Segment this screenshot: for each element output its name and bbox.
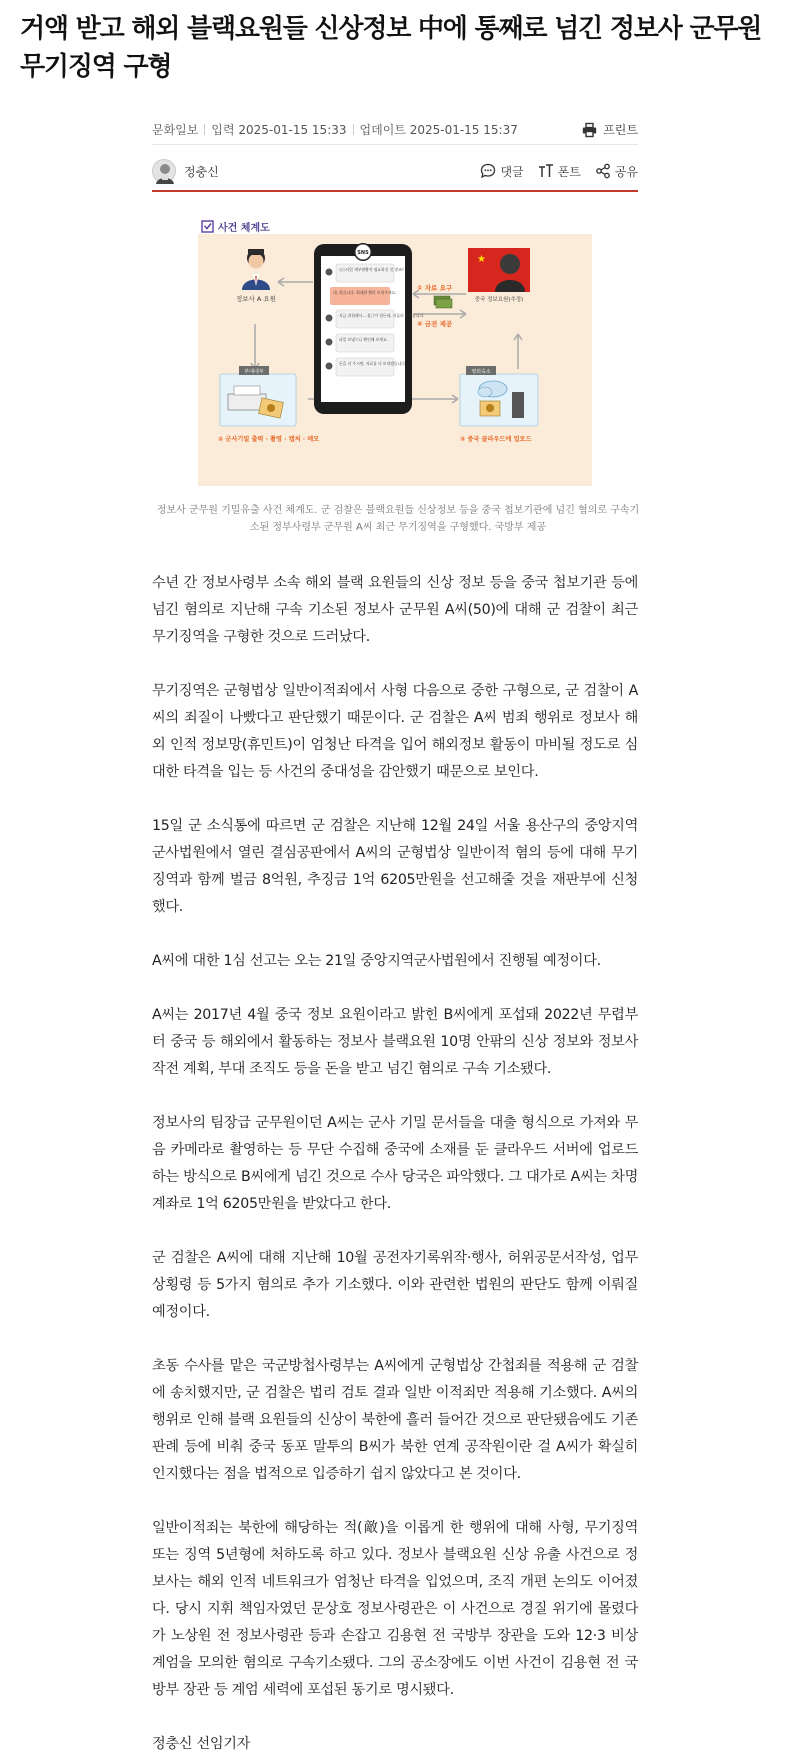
case-diagram-figure xyxy=(198,223,592,486)
body-paragraph: 15일 군 소식통에 따르면 군 검찰은 지난해 12월 24일 서울 용산구의 중앙지역군사법원에서 열린 결심공판에서 A씨의 군형법상 일반이적 혐의 등에 대해 무기징역과 함께 벌금 8억원, 추징금 1억 6205만원을 선고해줄 것을 재판부에 신청했다. xyxy=(152,818,638,915)
person-icon xyxy=(153,160,177,184)
checkbox-icon xyxy=(202,221,213,232)
share-button[interactable] xyxy=(595,163,638,180)
article-headline: 거액 받고 해외 블랙요원들 신상정보 中에 통째로 넘긴 정보사 군무원 무기징역 구형 xyxy=(20,14,762,82)
unit-inside-label: 부대내부 xyxy=(244,369,264,375)
article-meta xyxy=(152,115,638,145)
published-time: 입력 2025-01-15 15:33 xyxy=(211,123,347,137)
article-body xyxy=(152,570,638,1758)
reporter-name[interactable]: 정충신 xyxy=(184,164,219,179)
publisher-name[interactable]: 문화일보 xyxy=(152,123,199,137)
body-paragraph: A씨에 대한 1심 선고는 오는 21일 중앙지역군사법원에서 진행될 예정이다. xyxy=(152,953,601,969)
printer-scene xyxy=(220,374,296,426)
body-paragraph: 정보사의 팀장급 군무원이던 A씨는 군사 기밀 문서들을 대출 형식으로 가져와 무음 카메라로 촬영하는 등 무단 수집해 중국에 소재를 둔 클라우드 서버에 업로드하는 방식으로 B씨에게 넘긴 것으로 수사 당국은 파악했다. 그 대가로 A씨는 차명 계좌로 1억 6205만원을 받았다고 한다. xyxy=(152,1115,638,1212)
money-icon xyxy=(434,296,452,308)
chat-message: 지금 위험해서... 접근이 힘든데, 서둘러 보겠습니다. xyxy=(339,313,425,318)
byline-bar xyxy=(152,152,638,192)
figure-caption: 정보사 군무원 기밀유출 사건 체계도. 군 검찰은 블랙요원들 신상정보 등을 중국 첩보기관에 넘긴 혐의로 구속기소된 정부사령부 군무원 A씨 최근 무기징역을 구형했다. 국방부 제공 xyxy=(156,505,640,533)
chat-message: 돈을 더 주시면, 자료를 더 보내겠습니다. xyxy=(339,361,407,366)
figure-title-group xyxy=(202,221,270,234)
china-agent-illustration xyxy=(468,248,530,292)
body-paragraph: 수년 간 정보사령부 소속 해외 블랙 요원들의 신상 정보 등을 중국 첩보기관 등에 넘긴 혐의로 지난해 구속 기소된 정보사 군무원 A씨(50)에 대해 군 검찰이 최근 무기징역을 구형한 것으로 드러났다. xyxy=(152,575,638,645)
outside-label: 영외숙소 xyxy=(471,369,491,375)
body-paragraph: 일반이적죄는 북한에 해당하는 적(敵)을 이롭게 한 행위에 대해 사형, 무기징역 또는 징역 5년형에 처하도록 하고 있다. 정보사 블랙요원 신상 유출 사건으로 정보사는 해외 인적 네트워크가 엄청난 타격을 입었으며, 조직 개편 논의도 이어졌다. 당시 지휘 책임자였던 문상호 정보사령관은 이 사건으로 경질 위기에 몰렸다가 노상원 전 정보사령관 등과 손잡고 김용현 전 국방부 장관을 도와 12·3 비상 계엄을 모의한 혐의로 구속기소됐다. 그의 공소장에도 이번 사건이 김용현 전 국방부 장관 등 계엄 세력에 포섭된 동기로 명시됐다. xyxy=(152,1520,638,1698)
step-4-label: ④ 금전 제공 xyxy=(417,320,453,328)
print-button[interactable] xyxy=(582,121,638,138)
figure-title: 사건 체계도 xyxy=(218,223,270,234)
print-label: 프린트 xyxy=(603,123,638,137)
chat-message: 네, 맞습니다. 최대한 빨리 보내주세요. xyxy=(333,290,397,295)
step-3-label: ③ 중국 클라우드에 업로드 xyxy=(460,436,532,443)
chat-message: ○○사업 세부현황이 필요하신 것 맞죠? xyxy=(339,267,404,272)
share-label: 공유 xyxy=(614,164,638,179)
reporter-signature: 정충신 선임기자 xyxy=(152,1736,251,1752)
font-size-button[interactable] xyxy=(538,163,581,180)
comment-button[interactable] xyxy=(480,163,523,180)
chat-message: 파일 보냈으니 확인해 보세요. xyxy=(339,337,388,342)
checkmark-icon xyxy=(205,224,212,229)
star-icon: ★ xyxy=(477,254,486,265)
body-paragraph: 무기징역은 군형법상 일반이적죄에서 사형 다음으로 중한 구형으로, 군 검찰이 A씨의 죄질이 나빴다고 판단했기 때문이다. 군 검찰은 A씨 범죄 행위로 정보사 해외 인적 정보망(휴민트)이 엄청난 타격을 입어 해외정보 활동이 마비될 정도로 심대한 타격을 입는 등 사건의 중대성을 감안했기 때문으로 보인다. xyxy=(152,683,638,780)
body-paragraph: A씨는 2017년 4월 중국 정보 요원이라고 밝힌 B씨에게 포섭돼 2022년 무렵부터 중국 등 해외에서 활동하는 정보사 블랙요원 10명 안팎의 신상 정보와 정보사 작전 계획, 부대 조직도 등을 돈을 받고 넘긴 혐의로 구속 기소됐다. xyxy=(152,1007,638,1077)
body-paragraph: 초동 수사를 맡은 국군방첩사령부는 A씨에게 군형법상 간첩죄를 적용해 군 검찰에 송치했지만, 군 검찰은 법리 검토 결과 일반 이적죄만 적용해 기소했다. A씨의 행위로 인해 블랙 요원들의 신상이 북한에 흘러 들어간 것으로 판단됐음에도 기존 판례 등에 비춰 중국 동포 말투의 B씨가 북한 연계 공작원이란 걸 A씨가 확실히 인지했다는 점을 법적으로 입증하기 쉽지 않았다고 본 것이다. xyxy=(152,1358,638,1482)
share-icon xyxy=(595,163,611,179)
sns-label: SNS xyxy=(357,250,369,256)
cloud-scene xyxy=(460,374,538,426)
reporter-avatar[interactable] xyxy=(152,159,176,183)
font-size-icon xyxy=(538,164,554,178)
case-diagram xyxy=(198,223,592,486)
comment-icon xyxy=(480,163,496,179)
step-2-label: ② 군사기밀 출력 · 촬영 · 캡처 · 메모 xyxy=(218,436,320,443)
comment-label: 댓글 xyxy=(500,164,524,179)
divider xyxy=(353,124,354,135)
font-label: 폰트 xyxy=(557,164,581,179)
printer-icon xyxy=(582,123,597,137)
divider xyxy=(204,124,205,135)
agent-a-label: 정보사 A 요원 xyxy=(236,295,276,303)
article-tools xyxy=(480,163,638,180)
china-agent-label: 중국 정보요원(추정) xyxy=(474,297,524,303)
step-1-label: ① 자료 요구 xyxy=(417,284,453,292)
body-paragraph: 군 검찰은 A씨에 대해 지난해 10월 공전자기록위작·행사, 허위공문서작성, 업무상횡령 등 5가지 혐의로 추가 기소했다. 이와 관련한 법원의 판단도 함께 이뤄질 예정이다. xyxy=(152,1250,638,1320)
updated-time: 업데이트 2025-01-15 15:37 xyxy=(359,123,518,137)
